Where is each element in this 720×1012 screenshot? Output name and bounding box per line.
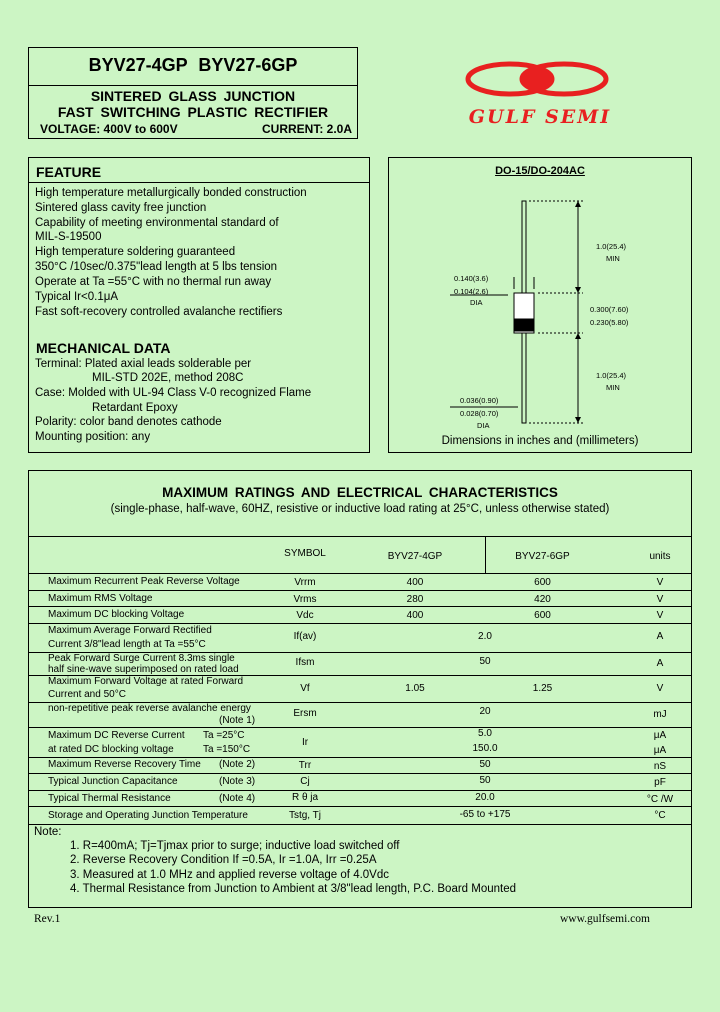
part-number-title: BYV27-4GP BYV27-6GP: [28, 47, 358, 86]
lead-length-top: 1.0(25.4): [596, 242, 627, 251]
symbol-ifav: If(av): [293, 631, 317, 642]
unit-vdc: V: [656, 610, 664, 621]
symbol-tstg: Tstg, Tj: [288, 810, 322, 821]
lead-dia-max: 0.036(0.90): [460, 396, 499, 405]
revision-label: Rev.1: [34, 913, 61, 925]
package-name: DO-15/DO-204AC: [495, 165, 585, 177]
param-vrms: Maximum RMS Voltage: [48, 593, 153, 604]
feature-line: Fast soft-recovery controlled avalanche rectifiers: [35, 306, 283, 318]
body-length-max: 0.300(7.60): [590, 305, 629, 314]
body-dia-label: DIA: [470, 298, 483, 307]
param-rth: Typical Thermal Resistance: [48, 793, 171, 804]
unit-vf: V: [656, 683, 664, 694]
param-ir-1: Maximum DC Reverse Current: [48, 730, 185, 741]
value-vrms-6gp: 420: [534, 594, 551, 605]
header-symbol: SYMBOL: [284, 548, 326, 559]
mechanical-line: Case: Molded with UL-94 Class V-0 recognized Flame: [35, 387, 312, 399]
param-ifsm-2: half sine-wave superimposed on rated load: [48, 664, 239, 674]
body-dia-max: 0.140(3.6): [454, 274, 489, 283]
unit-rth: °C /W: [646, 794, 674, 805]
value-ifav: 2.0: [478, 631, 492, 642]
unit-ir-25c: μA: [653, 730, 667, 741]
symbol-cj: Cj: [300, 776, 310, 787]
header-byv27-6gp: BYV27-6GP: [515, 551, 570, 562]
symbol-vrms: Vrms: [293, 594, 317, 605]
symbol-vdc: Vdc: [296, 610, 314, 621]
note-item: 4. Thermal Resistance from Junction to Ambient at 3/8"lead length, P.C. Board Mounted: [70, 883, 517, 895]
value-vdc-6gp: 600: [534, 610, 551, 621]
header-line-2: FAST SWITCHING PLASTIC RECTIFIER: [57, 104, 329, 120]
param-vf-2: Current and 50°C: [48, 689, 126, 700]
logo-text: GULF SEMI: [468, 106, 612, 128]
param-tstg: Storage and Operating Junction Temperature: [48, 810, 248, 821]
value-ir-150c: 150.0: [472, 743, 498, 754]
unit-trr: nS: [653, 761, 667, 772]
note-item: 3. Measured at 1.0 MHz and applied reverse voltage of 4.0Vdc: [70, 869, 389, 881]
value-rth: 20.0: [475, 792, 495, 803]
note-item: 2. Reverse Recovery Condition If =0.5A, Ir =1.0A, Irr =0.25A: [70, 854, 377, 866]
body-length-min: 0.230(5.80): [590, 318, 629, 327]
unit-tstg: °C: [654, 810, 666, 821]
symbol-vrrm: Vrrm: [294, 577, 316, 588]
symbol-trr: Trr: [298, 760, 312, 771]
unit-vrrm: V: [656, 577, 664, 588]
param-ir-cond-1: Ta =25°C: [203, 730, 245, 741]
lead-dia-label: DIA: [477, 421, 490, 430]
feature-line: MIL-S-19500: [35, 231, 102, 243]
param-ir-cond-2: Ta =150°C: [203, 744, 251, 755]
param-ifav-1: Maximum Average Forward Rectified: [48, 625, 212, 636]
param-vrrm: Maximum Recurrent Peak Reverse Voltage: [48, 576, 240, 587]
value-ir-25c: 5.0: [478, 728, 492, 739]
param-vdc: Maximum DC blocking Voltage: [48, 609, 185, 620]
lead-length-bottom-min: MIN: [606, 383, 620, 392]
unit-cj: pF: [654, 777, 666, 788]
value-vf-6gp: 1.25: [532, 683, 553, 694]
feature-line: 350°C /10sec/0.375"lead length at 5 lbs tension: [35, 261, 278, 273]
value-trr: 50: [479, 759, 491, 770]
note-item: 1. R=400mA; Tj=Tjmax prior to surge; inductive load switched off: [70, 840, 400, 852]
feature-line: Typical Ir<0.1μA: [35, 291, 119, 303]
param-ifsm-1: Peak Forward Surge Current 8.3ms single: [48, 653, 235, 664]
param-ifav-2: Current 3/8"lead length at Ta =55°C: [48, 639, 206, 650]
feature-line: High temperature metallurgically bonded construction: [35, 187, 307, 199]
unit-ifav: A: [656, 631, 664, 642]
value-tstg: -65 to +175: [459, 809, 511, 820]
mechanical-line: Retardant Epoxy: [92, 402, 178, 414]
note-trr: (Note 2): [219, 759, 256, 770]
param-cj: Typical Junction Capacitance: [48, 776, 178, 787]
diode-outline-diagram: [388, 157, 692, 453]
feature-title: FEATURE: [36, 164, 102, 180]
value-vrrm-4gp: 400: [406, 577, 424, 588]
header-line-1: SINTERED GLASS JUNCTION: [90, 88, 296, 104]
param-vf-1: Maximum Forward Voltage at rated Forward: [48, 676, 244, 687]
table-title: MAXIMUM RATINGS AND ELECTRICAL CHARACTERISTICS: [162, 485, 558, 500]
mechanical-line: MIL-STD 202E, method 208C: [92, 372, 244, 384]
dimensions-caption: Dimensions in inches and (millimeters): [441, 435, 639, 447]
notes-title: Note:: [34, 826, 62, 838]
mechanical-line: Terminal: Plated axial leads solderable per: [35, 358, 252, 370]
feature-divider: [28, 182, 370, 183]
mechanical-title: MECHANICAL DATA: [36, 340, 171, 356]
lead-dia-min: 0.028(0.70): [460, 409, 499, 418]
value-vrms-4gp: 280: [406, 594, 424, 605]
unit-vrms: V: [656, 594, 664, 605]
table-subtitle: (single-phase, half-wave, 60HZ, resistive or inductive load rating at 25°C, unless otherwise stated): [110, 503, 610, 515]
mechanical-line: Mounting position: any: [35, 431, 151, 443]
unit-ifsm: A: [656, 658, 664, 669]
unit-ir-150c: μA: [653, 745, 667, 756]
feature-line: High temperature soldering guaranteed: [35, 246, 236, 258]
value-ifsm: 50: [479, 656, 491, 667]
value-cj: 50: [479, 775, 491, 786]
value-vdc-4gp: 400: [406, 610, 424, 621]
lead-length-bottom: 1.0(25.4): [596, 371, 627, 380]
value-vrrm-6gp: 600: [534, 577, 551, 588]
param-ersm-2: (Note 1): [219, 715, 256, 726]
param-ersm-1: non-repetitive peak reverse avalanche energy: [48, 703, 251, 714]
header-byv27-4gp: BYV27-4GP: [387, 551, 443, 562]
symbol-vf: Vf: [300, 683, 310, 694]
website-link[interactable]: www.gulfsemi.com: [560, 913, 650, 925]
symbol-ersm: Ersm: [293, 708, 317, 719]
lead-length-top-min: MIN: [606, 254, 620, 263]
feature-line: Capability of meeting environmental standard of: [35, 217, 279, 229]
unit-ersm: mJ: [653, 709, 667, 720]
current-rating: CURRENT: 2.0A: [262, 122, 353, 136]
param-trr: Maximum Reverse Recovery Time: [48, 759, 201, 770]
voltage-rating: VOLTAGE: 400V to 600V: [40, 122, 178, 136]
feature-line: Operate at Ta =55°C with no thermal run away: [35, 276, 272, 288]
body-dia-min: 0.104(2.6): [454, 287, 489, 296]
note-rth: (Note 4): [219, 793, 256, 804]
symbol-rth: R θ ja: [291, 792, 319, 803]
symbol-ir: Ir: [301, 737, 309, 748]
param-ir-2: at rated DC blocking voltage: [48, 744, 174, 755]
value-ersm: 20: [479, 706, 491, 717]
header-units: units: [649, 551, 671, 562]
value-vf-4gp: 1.05: [405, 683, 425, 694]
feature-line: Sintered glass cavity free junction: [35, 202, 207, 214]
mechanical-line: Polarity: color band denotes cathode: [35, 416, 222, 428]
note-cj: (Note 3): [219, 776, 256, 787]
symbol-ifsm: Ifsm: [295, 657, 315, 668]
